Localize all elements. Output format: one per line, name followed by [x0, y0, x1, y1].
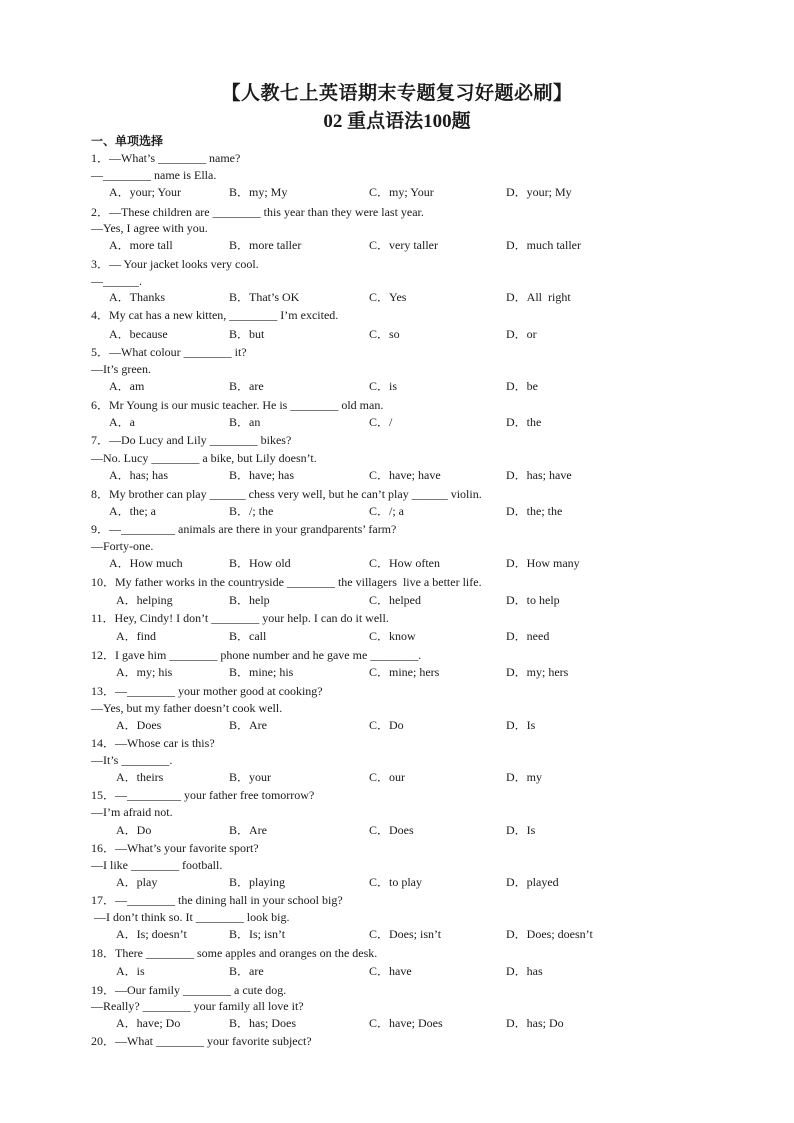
answer-option-d[interactable]: D．my [506, 770, 543, 784]
question-dialogue-line: —Yes, but my father doesn’t cook well. [91, 701, 283, 715]
answer-option-d[interactable]: D．much taller [506, 238, 581, 252]
question-stem: 19．—Our family ________ a cute dog. [91, 983, 287, 997]
answer-option-c[interactable]: C．very taller [369, 238, 438, 252]
answer-option-b[interactable]: B．/; the [229, 504, 274, 518]
answer-option-c[interactable]: C．our [369, 770, 406, 784]
answer-option-c[interactable]: C．so [369, 327, 400, 341]
answer-option-a[interactable]: A．have; Do [116, 1016, 181, 1030]
answer-option-d[interactable]: D．my; hers [506, 665, 569, 679]
answer-options [0, 504, 794, 518]
answer-option-b[interactable]: B．has; Does [229, 1016, 296, 1030]
answer-option-b[interactable]: B．help [229, 593, 270, 607]
answer-option-b[interactable]: B．How old [229, 556, 291, 570]
answer-option-b[interactable]: B．an [229, 415, 261, 429]
question-stem: 11．Hey, Cindy! I don’t ________ your help. I can do it well. [91, 611, 389, 625]
answer-option-c[interactable]: C．/ [369, 415, 393, 429]
section-heading: 一、单项选择 [91, 134, 164, 148]
answer-option-b[interactable]: B．Are [229, 718, 267, 732]
answer-option-b[interactable]: B．are [229, 379, 264, 393]
answer-option-a[interactable]: A．a [109, 415, 135, 429]
answer-options [0, 629, 794, 643]
question-dialogue-line: —______. [91, 274, 142, 288]
answer-option-a[interactable]: A．play [116, 875, 158, 889]
answer-option-d[interactable]: D．Does; doesn’t [506, 927, 593, 941]
answer-option-c[interactable]: C．Does; isn’t [369, 927, 442, 941]
question-dialogue-line: —Yes, I agree with you. [91, 221, 208, 235]
answer-option-c[interactable]: C．mine; hers [369, 665, 440, 679]
question-stem: 5．—What colour ________ it? [91, 345, 247, 359]
answer-option-c[interactable]: C．helped [369, 593, 421, 607]
question-stem: 9．—_________ animals are there in your grandparents’ farm? [91, 522, 397, 536]
answer-option-a[interactable]: A．has; has [109, 468, 168, 482]
answer-options [0, 770, 794, 784]
answer-options [0, 964, 794, 978]
answer-options [0, 185, 794, 199]
question-stem: 2．—These children are ________ this year than they were last year. [91, 205, 424, 219]
answer-option-d[interactable]: D．Is [506, 718, 536, 732]
answer-option-a[interactable]: A．my; his [116, 665, 173, 679]
answer-option-a[interactable]: A．How much [109, 556, 183, 570]
answer-option-b[interactable]: B．have; has [229, 468, 294, 482]
answer-option-b[interactable]: B．are [229, 964, 264, 978]
answer-option-b[interactable]: B．call [229, 629, 267, 643]
page-title: 【人教七上英语期末专题复习好题必刷】 [221, 83, 573, 104]
answer-option-c[interactable]: C．Does [369, 823, 414, 837]
answer-option-b[interactable]: B．playing [229, 875, 285, 889]
question-stem: 7．—Do Lucy and Lily ________ bikes? [91, 433, 292, 447]
question-dialogue-line: —Really? ________ your family all love it? [91, 999, 304, 1013]
answer-option-a[interactable]: A．theirs [116, 770, 164, 784]
answer-option-b[interactable]: B．your [229, 770, 272, 784]
answer-option-c[interactable]: C．Do [369, 718, 404, 732]
answer-option-c[interactable]: C．Yes [369, 290, 407, 304]
answer-option-d[interactable]: D．All right [506, 290, 571, 304]
question-dialogue-line: —It’s ________. [91, 753, 173, 767]
question-stem: 14．—Whose car is this? [91, 736, 215, 750]
answer-option-a[interactable]: A．find [116, 629, 156, 643]
answer-option-a[interactable]: A．more tall [109, 238, 173, 252]
question-dialogue-line: —________ name is Ella. [91, 168, 217, 182]
answer-option-c[interactable]: C．my; Your [369, 185, 434, 199]
question-stem: 4．My cat has a new kitten, ________ I’m excited. [91, 308, 339, 322]
answer-option-a[interactable]: A．Is; doesn’t [116, 927, 187, 941]
answer-options [0, 468, 794, 482]
question-stem: 16．—What’s your favorite sport? [91, 841, 259, 855]
answer-options [0, 718, 794, 732]
answer-option-c[interactable]: C．to play [369, 875, 422, 889]
question-stem: 17．—________ the dining hall in your school big? [91, 893, 343, 907]
question-stem: 10．My father works in the countryside ________ the villagers live a better life. [91, 575, 482, 589]
answer-option-d[interactable]: D．has [506, 964, 543, 978]
answer-options [0, 927, 794, 941]
answer-option-d[interactable]: D．played [506, 875, 559, 889]
answer-option-d[interactable]: D．Is [506, 823, 536, 837]
question-stem: 13．—________ your mother good at cooking? [91, 684, 323, 698]
answer-options [0, 415, 794, 429]
answer-option-a[interactable]: A．your; Your [109, 185, 182, 199]
answer-option-b[interactable]: B．That’s OK [229, 290, 300, 304]
answer-options [0, 665, 794, 679]
answer-option-a[interactable]: A．am [109, 379, 145, 393]
answer-option-b[interactable]: B．more taller [229, 238, 302, 252]
answer-option-a[interactable]: A．the; a [109, 504, 156, 518]
question-stem: 6．Mr Young is our music teacher. He is ________ old man. [91, 398, 384, 412]
answer-option-c[interactable]: C．have [369, 964, 412, 978]
question-stem: 20．—What ________ your favorite subject? [91, 1034, 312, 1048]
answer-option-c[interactable]: C．know [369, 629, 416, 643]
answer-option-d[interactable]: D．has; have [506, 468, 572, 482]
question-stem: 15．—_________ your father free tomorrow? [91, 788, 315, 802]
answer-options [0, 327, 794, 341]
question-stem: 1．—What’s ________ name? [91, 151, 241, 165]
question-stem: 8．My brother can play ______ chess very well, but he can’t play ______ violin. [91, 487, 482, 501]
answer-options [0, 875, 794, 889]
answer-option-a[interactable]: A．is [116, 964, 145, 978]
answer-option-d[interactable]: D．or [506, 327, 537, 341]
answer-option-d[interactable]: D．How many [506, 556, 580, 570]
question-dialogue-line: —I’m afraid not. [91, 805, 173, 819]
answer-option-d[interactable]: D．be [506, 379, 538, 393]
question-dialogue-line: —Forty-one. [91, 539, 154, 553]
answer-option-b[interactable]: B．Are [229, 823, 267, 837]
answer-options [0, 823, 794, 837]
answer-options [0, 593, 794, 607]
answer-option-a[interactable]: A．because [109, 327, 168, 341]
question-dialogue-line: —No. Lucy ________ a bike, but Lily doesn’t. [91, 451, 317, 465]
question-stem: 12．I gave him ________ phone number and he gave me ________. [91, 648, 422, 662]
answer-option-d[interactable]: D．need [506, 629, 550, 643]
answer-option-a[interactable]: A．Do [116, 823, 152, 837]
answer-options [0, 238, 794, 252]
question-dialogue-line: —I like ________ football. [91, 858, 223, 872]
answer-option-b[interactable]: B．mine; his [229, 665, 294, 679]
answer-option-b[interactable]: B．but [229, 327, 265, 341]
answer-option-a[interactable]: A．Thanks [109, 290, 165, 304]
answer-option-c[interactable]: C．/; a [369, 504, 404, 518]
question-stem: 18．There ________ some apples and oranges on the desk. [91, 946, 378, 960]
answer-option-d[interactable]: D．to help [506, 593, 560, 607]
page-subtitle: 02 重点语法100题 [323, 111, 471, 132]
answer-options [0, 1016, 794, 1030]
answer-option-d[interactable]: D．the [506, 415, 542, 429]
question-stem: 3．— Your jacket looks very cool. [91, 257, 259, 271]
answer-option-c[interactable]: C．have; Does [369, 1016, 443, 1030]
question-dialogue-line: —It’s green. [91, 362, 151, 376]
answer-option-b[interactable]: B．my; My [229, 185, 288, 199]
answer-option-c[interactable]: C．have; have [369, 468, 441, 482]
answer-option-b[interactable]: B．Is; isn’t [229, 927, 286, 941]
answer-options [0, 556, 794, 570]
answer-option-c[interactable]: C．How often [369, 556, 440, 570]
question-dialogue-line: —I don’t think so. It ________ look big. [91, 910, 290, 924]
answer-options [0, 290, 794, 304]
answer-option-d[interactable]: D．your; My [506, 185, 572, 199]
answer-option-a[interactable]: A．Does [116, 718, 162, 732]
answer-options [0, 379, 794, 393]
answer-option-d[interactable]: D．the; the [506, 504, 563, 518]
answer-option-d[interactable]: D．has; Do [506, 1016, 564, 1030]
answer-option-a[interactable]: A．helping [116, 593, 173, 607]
answer-option-c[interactable]: C．is [369, 379, 398, 393]
